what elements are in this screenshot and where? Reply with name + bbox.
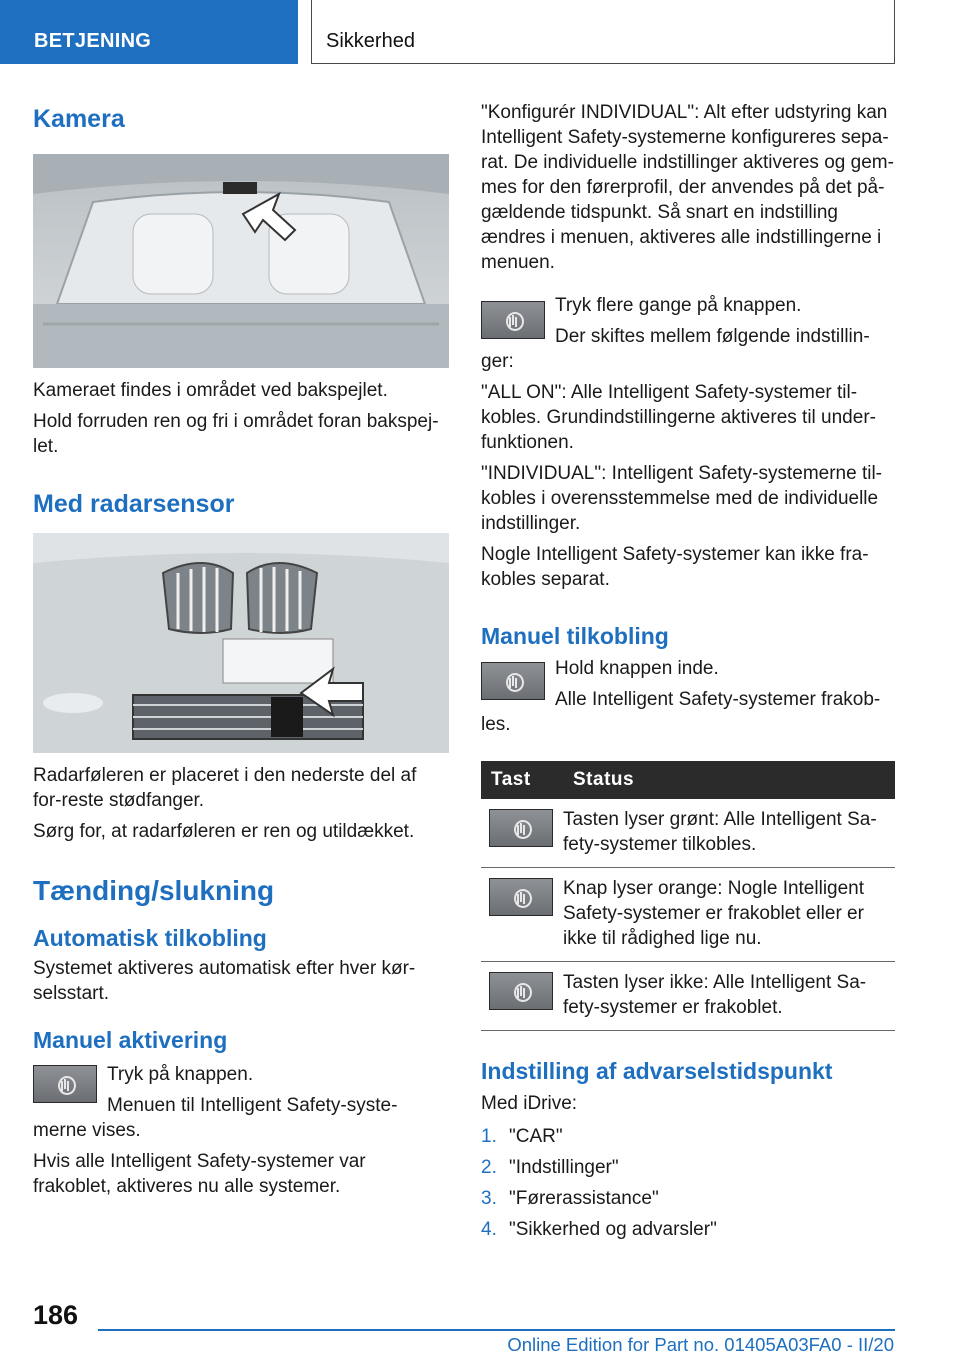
section-tab — [0, 0, 298, 64]
right-column — [481, 100, 895, 1248]
auto-text: Systemet aktiveres automatisk efter hver kør-selsstart. — [33, 958, 416, 1004]
tryk-line-1: Tryk flere gange på knappen. — [555, 295, 802, 316]
all-on-text: "ALL ON": Alle Intelligent Safety-systemer til-kobles. Grundindstillingerne aktiveres til under-funktionen. — [481, 382, 876, 453]
step-text: "Indstillinger" — [509, 1157, 619, 1178]
nogle-text: Nogle Intelligent Safety-systemer kan ikke fra-kobles separat. — [481, 544, 869, 590]
hold-line-2: Alle Intelligent Safety-systemer frakob- — [555, 689, 881, 710]
heading-manuel-tilkobling: Manuel tilkobling — [481, 623, 669, 649]
manuel-aktivering-line-2: Menuen til Intelligent Safety-syste- — [107, 1095, 398, 1116]
heading-auto: Automatisk tilkobling — [33, 925, 267, 951]
section-label: BETJENING — [34, 30, 152, 52]
camera-photo — [33, 154, 449, 368]
tryk-row — [481, 293, 895, 374]
konfig-text: "Konfigurér INDIVIDUAL": Alt efter udstyring kan Intelligent Safety-systemerne konfigureres sepa-rat. De individuelle indstillinger aktiveres og gem-mes for den førerprofil, der anvendes på det på-gældende tidspunkt. Så snart en indstilling ændres i menuen, aktiveres alle indstillingerne i menuen. — [481, 102, 894, 273]
heading-taending: Tænding/slukning — [33, 875, 275, 906]
table-cell-status: Tasten lyser ikke: Alle Intelligent Sa-fety-systemer er frakoblet. — [563, 962, 895, 1031]
table-cell-icon — [481, 962, 563, 1031]
safety-key-icon — [481, 662, 545, 700]
manuel-aktivering-line-1: Tryk på knappen. — [107, 1064, 254, 1085]
manuel-aktivering-line-3: merne vises. — [33, 1120, 141, 1141]
step-text: "CAR" — [509, 1126, 563, 1147]
table-row — [481, 962, 895, 1031]
safety-key-icon — [481, 301, 545, 339]
table-cell-status: Tasten lyser grønt: Alle Intelligent Sa-fety-systemer tilkobles. — [563, 799, 895, 868]
list-item — [481, 1155, 895, 1180]
safety-key-icon — [33, 1065, 97, 1103]
footer-edition: Online Edition for Part no. 01405A03FA0 - II/20 — [507, 1334, 894, 1355]
table-row — [481, 868, 895, 962]
hold-line-1: Hold knappen inde. — [555, 658, 719, 679]
chapter-box — [311, 0, 895, 64]
table-header-tast: Tast — [481, 761, 563, 799]
heading-kamera: Kamera — [33, 105, 125, 133]
table-header-row — [481, 761, 895, 799]
hold-line-3: les. — [481, 714, 511, 735]
table-row — [481, 799, 895, 868]
safety-key-orange-icon — [489, 878, 553, 916]
safety-key-off-icon — [489, 972, 553, 1010]
hold-row — [481, 656, 895, 737]
table-cell-status: Knap lyser orange: Nogle Intelligent Safety-systemer er frakoblet eller er ikke til rådighed lige nu. — [563, 868, 895, 962]
idrive-text: Med iDrive: — [481, 1093, 578, 1114]
table-cell-icon — [481, 868, 563, 962]
manuel-aktivering-row — [33, 1062, 449, 1143]
kamera-text-2: Hold forruden ren og fri i området foran bakspej-let. — [33, 411, 439, 457]
table-header-status: Status — [563, 761, 895, 799]
step-number: 1. — [481, 1126, 497, 1147]
table-cell-icon — [481, 799, 563, 868]
left-column — [33, 100, 449, 1199]
list-item — [481, 1186, 895, 1211]
footer-divider — [98, 1329, 895, 1331]
heading-radar: Med radarsensor — [33, 490, 235, 518]
step-number: 3. — [481, 1188, 497, 1209]
steps-list — [481, 1124, 895, 1242]
list-item — [481, 1124, 895, 1149]
tryk-line-3: ger: — [481, 351, 514, 372]
tryk-line-2: Der skiftes mellem følgende indstillin- — [555, 326, 870, 347]
step-number: 4. — [481, 1219, 497, 1240]
chapter-label: Sikkerhed — [326, 30, 415, 52]
radar-text-2: Sørg for, at radarføleren er ren og utildækket. — [33, 821, 415, 842]
list-item — [481, 1217, 895, 1242]
heading-manuel-aktivering: Manuel aktivering — [33, 1027, 228, 1053]
page-number: 186 — [33, 1300, 79, 1330]
safety-key-green-icon — [489, 809, 553, 847]
kamera-text-1: Kameraet findes i området ved bakspejlet. — [33, 380, 388, 401]
status-table — [481, 761, 895, 1031]
step-text: "Sikkerhed og advarsler" — [509, 1219, 717, 1240]
radar-text-1: Radarføleren er placeret i den nederste del af for-reste stødfanger. — [33, 765, 417, 811]
step-number: 2. — [481, 1157, 497, 1178]
heading-indstilling: Indstilling af advarselstidspunkt — [481, 1058, 833, 1084]
step-text: "Førerassistance" — [509, 1188, 659, 1209]
individual-text: "INDIVIDUAL": Intelligent Safety-systemerne til-kobles i overensstemmelse med de individuelle indstillinger. — [481, 463, 883, 534]
radar-photo — [33, 533, 449, 753]
manuel-aktivering-text-2: Hvis alle Intelligent Safety-systemer var frakoblet, aktiveres nu alle systemer. — [33, 1151, 366, 1197]
